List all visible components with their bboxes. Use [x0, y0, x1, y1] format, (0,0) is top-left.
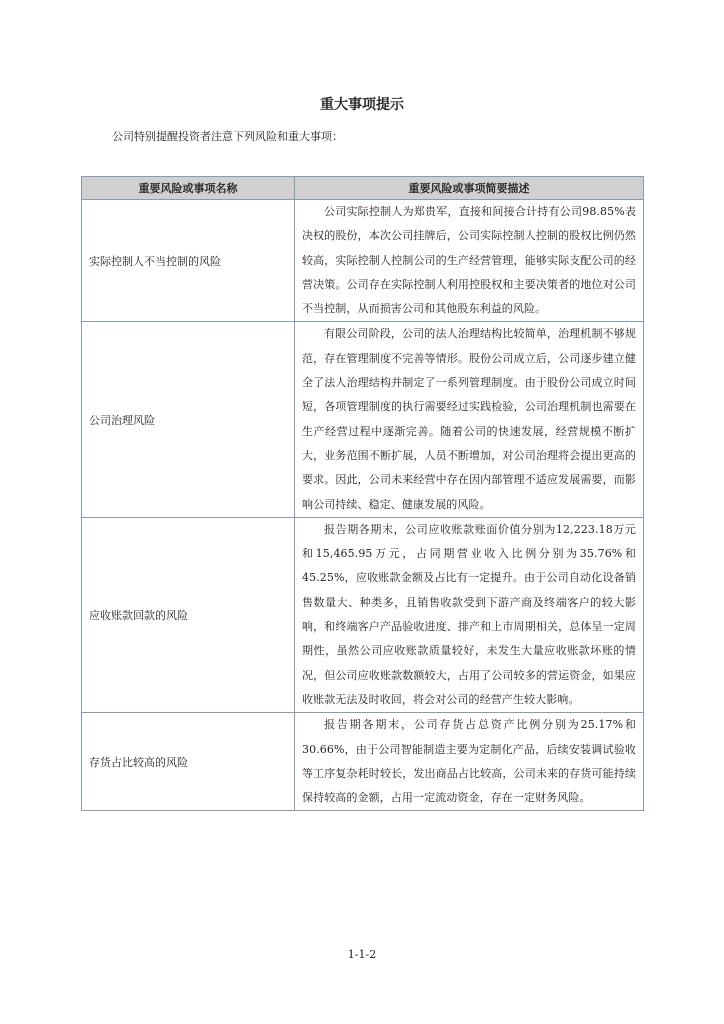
- risk-name: 存货占比较高的风险: [82, 713, 295, 811]
- risk-name: 实际控制人不当控制的风险: [82, 200, 295, 322]
- page-title: 重大事项提示: [320, 97, 404, 113]
- table-row: [82, 200, 644, 322]
- risk-description: 公司实际控制人为郑贵军，直接和间接合计持有公司98.85%表决权的股份，本次公司挂牌后，公司实际控制人控制的股权比例仍然较高，实际控制人控制公司的生产经营管理，能够实际支配公司的经营决策。公司存在实际控制人利用控股权和主要决策者的地位对公司不当控制，从而损害公司和其他股东利益的风险。: [295, 200, 644, 322]
- page-number: 1-1-2: [347, 948, 377, 961]
- risk-name: 应收账款回款的风险: [82, 517, 295, 712]
- intro-text: 公司特别提醒投资者注意下列风险和重大事项：: [112, 130, 343, 143]
- risk-name: 公司治理风险: [82, 322, 295, 517]
- table-header-row: [82, 177, 644, 200]
- risk-table: [81, 176, 644, 811]
- risk-description: 报告期各期末，公司应收账款账面价值分别为12,223.18万元和15,465.95万元，占同期营业收入比例分别为35.76%和45.25%，应收账款金额及占比有一定提升。由于公司自动化设备销售数量大、种类多，且销售收款受到下游产商及终端客户的较大影响，和终端客户产品验收进度、排产和上市周期相关，总体呈一定周期性，虽然公司应收账款质量较好，未发生大量应收账款坏账的情况，但公司应收账款数额较大，占用了公司较多的营运资金，如果应收账款无法及时收回，将会对公司的经营产生较大影响。: [295, 517, 644, 712]
- table-row: [82, 322, 644, 517]
- risk-description: 有限公司阶段，公司的法人治理结构比较简单，治理机制不够规范，存在管理制度不完善等情形。股份公司成立后，公司逐步建立健全了法人治理结构并制定了一系列管理制度。由于股份公司成立时间短，各项管理制度的执行需要经过实践检验，公司治理机制也需要在生产经营过程中逐渐完善。随着公司的快速发展，经营规模不断扩大，业务范围不断扩展，人员不断增加，对公司治理将会提出更高的要求。因此，公司未来经营中存在因内部管理不适应发展需要，而影响公司持续、稳定、健康发展的风险。: [295, 322, 644, 517]
- header-risk-description: 重要风险或事项简要描述: [295, 177, 644, 200]
- risk-description: 报告期各期末，公司存货占总资产比例分别为25.17%和30.66%，由于公司智能制造主要为定制化产品，后续安装调试验收等工序复杂耗时较长，发出商品占比较高，公司未来的存货可能持续保持较高的金额，占用一定流动资金，存在一定财务风险。: [295, 713, 644, 811]
- header-risk-name: 重要风险或事项名称: [82, 177, 295, 200]
- table-row: [82, 517, 644, 712]
- table-row: [82, 713, 644, 811]
